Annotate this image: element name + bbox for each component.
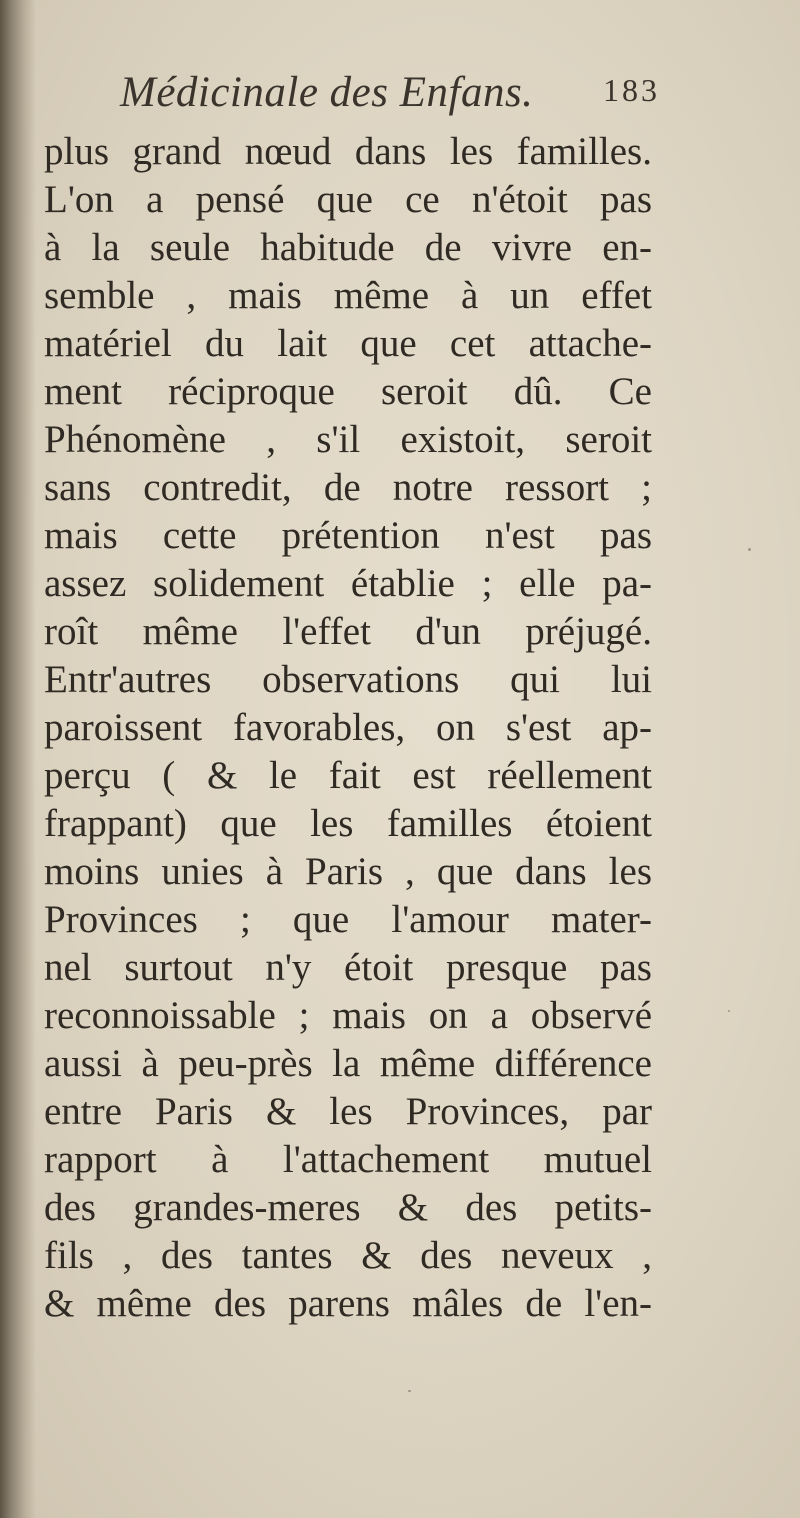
- text-line: fils , des tantes & des neveux ,: [44, 1234, 652, 1277]
- text-line: sans contredit, de notre ressort ;: [44, 466, 652, 509]
- text-line: moins unies à Paris , que dans les: [44, 850, 652, 893]
- text-line: à la seule habitude de vivre en-: [44, 226, 652, 269]
- text-line: ment réciproque seroit dû. Ce: [44, 370, 652, 413]
- paper-speck: [408, 1390, 411, 1392]
- text-line: Entr'autres observations qui lui: [44, 658, 652, 701]
- text-line: aussi à peu-près la même différence: [44, 1042, 652, 1085]
- text-line: & même des parens mâles de l'en-: [44, 1282, 652, 1325]
- text-line: rapport à l'attachement mutuel: [44, 1138, 652, 1181]
- page-header: [120, 68, 660, 128]
- text-line: nel surtout n'y étoit presque pas: [44, 946, 652, 989]
- binding-gutter: [0, 0, 36, 1518]
- text-line: paroissent favorables, on s'est ap-: [44, 706, 652, 749]
- running-head: Médicinale des Enfans.: [120, 69, 534, 116]
- text-line: entre Paris & les Provinces, par: [44, 1090, 652, 1133]
- text-line: roît même l'effet d'un préjugé.: [44, 610, 652, 653]
- text-line: L'on a pensé que ce n'étoit pas: [44, 178, 652, 221]
- paper-speck: [748, 548, 751, 551]
- body-text: [44, 128, 652, 1328]
- text-line: perçu ( & le fait est réellement: [44, 754, 652, 797]
- text-line: assez solidement établie ; elle pa-: [44, 562, 652, 605]
- text-line: des grandes-meres & des petits-: [44, 1186, 652, 1229]
- page-number: 183: [603, 72, 660, 108]
- text-line: Phénomène , s'il existoit, seroit: [44, 418, 652, 461]
- text-line: plus grand nœud dans les familles.: [44, 130, 652, 173]
- text-line: matériel du lait que cet attache-: [44, 322, 652, 365]
- text-line: semble , mais même à un effet: [44, 274, 652, 317]
- text-line: Provinces ; que l'amour mater-: [44, 898, 652, 941]
- text-line: reconnoissable ; mais on a observé: [44, 994, 652, 1037]
- text-line: mais cette prétention n'est pas: [44, 514, 652, 557]
- paper-speck: [728, 1010, 730, 1012]
- text-line: frappant) que les familles étoient: [44, 802, 652, 845]
